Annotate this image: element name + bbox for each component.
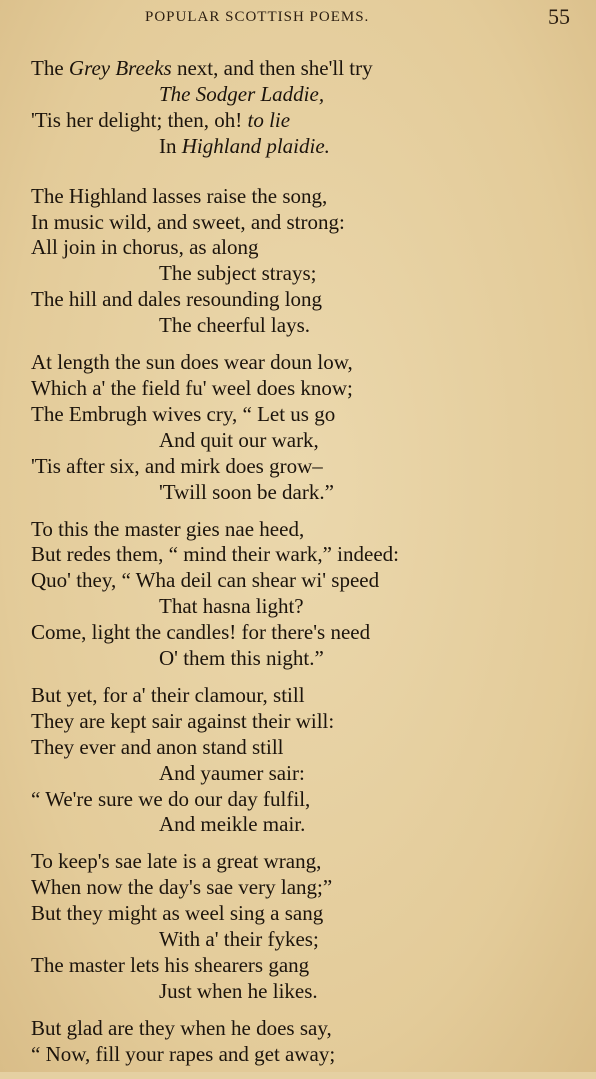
verse-line: They ever and anon stand still <box>31 734 284 759</box>
verse-line: In Highland plaidie. <box>159 133 330 158</box>
stanza-4 <box>0 517 596 672</box>
verse-line: Just when he likes. <box>159 978 318 1003</box>
verse-line: At length the sun does wear doun low, <box>31 350 353 375</box>
verse-line: The subject strays; <box>159 261 317 286</box>
stanza-6 <box>0 849 596 1004</box>
verse-line: O' them this night.” <box>159 646 324 671</box>
verse-line: To keep's sae late is a great wrang, <box>31 849 322 874</box>
verse-line: The Highland lasses raise the song, <box>31 183 328 208</box>
verse-line: 'Twill soon be dark.” <box>159 479 334 504</box>
verse-line: The cheerful lays. <box>159 313 311 338</box>
verse-line: Which a' the field fu' weel does know; <box>31 375 353 400</box>
stanza-7 <box>0 1016 596 1068</box>
verse-line: That hasna light? <box>159 594 304 619</box>
verse-line: To this the master gies nae heed, <box>31 516 305 541</box>
verse-line: The master lets his shearers gang <box>31 953 310 977</box>
stanza-5 <box>0 683 596 838</box>
running-head: POPULAR SCOTTISH POEMS. <box>145 9 370 25</box>
page-number: 55 <box>548 4 570 29</box>
verse-line: The Sodger Laddie, <box>159 81 325 106</box>
verse-line: The Embrugh wives cry, “ Let us go <box>31 401 336 426</box>
verse-line: When now the day's sae very lang;” <box>31 875 333 900</box>
verse-line: And quit our wark, <box>159 427 319 452</box>
stanza-2 <box>0 184 596 339</box>
verse-line: All join in chorus, as along <box>31 235 259 260</box>
verse-line: In music wild, and sweet, and strong: <box>31 209 345 234</box>
verse-line: And meikle mair. <box>159 812 306 837</box>
verse-line: They are kept sair against their will: <box>31 708 335 733</box>
verse-line: And yaumer sair: <box>159 760 305 785</box>
verse-line: The Grey Breeks next, and then she'll try <box>31 56 373 80</box>
verse-line: Come, light the candles! for there's need <box>31 620 371 645</box>
verse-line: But glad are they when he does say, <box>31 1015 332 1040</box>
poem <box>0 56 596 1079</box>
verse-line: But they might as weel sing a sang <box>31 901 324 926</box>
verse-line: “ Now, fill your rapes and get away; <box>31 1041 336 1066</box>
verse-line: But yet, for a' their clamour, still <box>31 682 305 707</box>
verse-line: Quo' they, “ Wha deil can shear wi' speed <box>31 568 380 593</box>
verse-line: “ We're sure we do our day fulfil, <box>31 786 311 811</box>
stanza-3 <box>0 350 596 505</box>
verse-line: But redes them, “ mind their wark,” indeed: <box>31 542 399 567</box>
stanza-1 <box>0 56 596 160</box>
song-title: Grey Breeks <box>68 56 172 80</box>
verse-line: 'Tis her delight; then, oh! to lie <box>31 107 291 132</box>
verse-line: With a' their fykes; <box>159 927 319 952</box>
verse-line: The hill and dales resounding long <box>31 287 323 312</box>
verse-line: 'Tis after six, and mirk does grow– <box>31 453 323 478</box>
